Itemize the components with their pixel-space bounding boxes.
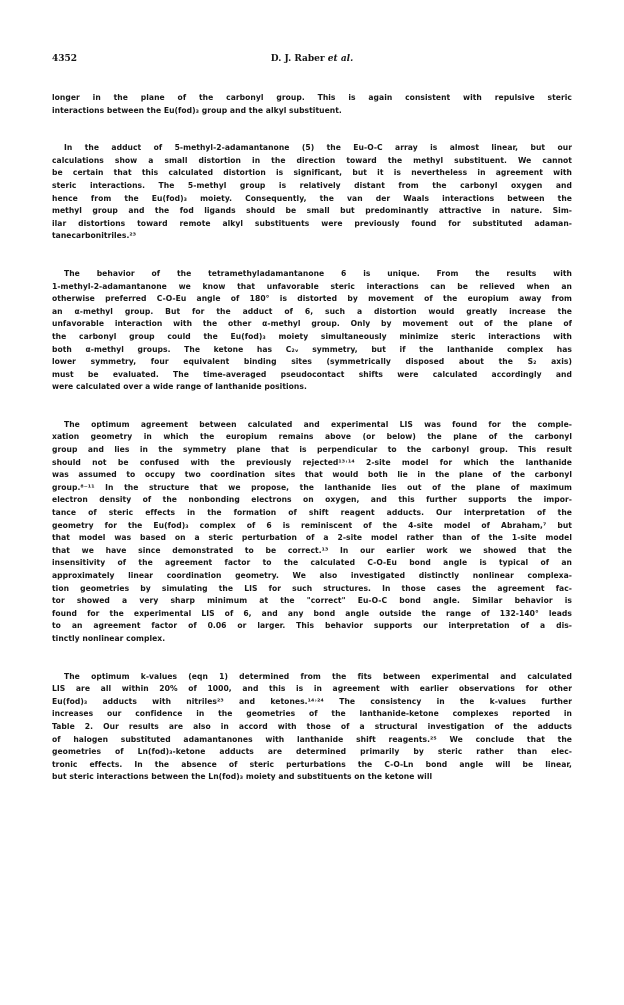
text-line: be certain that this calculated distortion is significant, but it is nevertheless in agreement with [52, 168, 572, 178]
text-line: found for the experimental LIS of 6, and any bond angle outside the range of 132-140° leads [52, 608, 572, 618]
text-line: otherwise preferred C-O-Eu angle of 180° is distorted by movement of the europium away from [52, 294, 572, 304]
text-line: the carbonyl group could the Eu(fod)₃ moiety simultaneously minimize steric interactions with [52, 331, 572, 341]
text-line: unfavorable interaction with the other α-methyl group. Only by movement out of the plane of [52, 319, 572, 329]
text-line: insensitivity of the agreement factor to the calculated C-O-Eu bond angle is typical of an [52, 558, 572, 568]
text-line: longer in the plane of the carbonyl group. This is again consistent with repulsive steric [52, 93, 572, 102]
running-head-author: D. J. Raber [270, 54, 325, 64]
text-line: calculations show a small distortion in the direction toward the methyl substituent. We cannot [52, 155, 572, 165]
text-line: to an agreement factor of 0.06 or larger. This behavior supports our interpretation of a dis- [52, 621, 572, 631]
text-line: geometry for the Eu(fod)₃ complex of 6 is reminiscent of the 4-site model of Abraham,⁷ but [52, 520, 572, 530]
text-line: group.⁸⁻¹¹ In the structure that we propose, the lanthanide lies out of the plane of maximum [52, 482, 572, 492]
text-line: approximately linear coordination geometry. We also investigated distinctly nonlinear complexa- [52, 571, 572, 580]
text-line: xation geometry in which the europium remains above (or below) the plane of the carbonyl [52, 432, 572, 442]
text-line: of halogen substituted adamantanones with lanthanide shift reagents.²⁵ We conclude that the [52, 734, 572, 744]
text-line: increases our confidence in the geometries of the lanthanide-ketone complexes reported in [52, 709, 572, 719]
running-head-etal: et al. [327, 54, 354, 64]
paragraph [52, 268, 572, 394]
paragraph [52, 142, 572, 243]
text-line: tance of steric effects in the formation of shift reagent adducts. Our interpretation of the [52, 508, 572, 518]
text-line: LIS are all within 20% of 1000, and this is in agreement with earlier observations for other [52, 684, 572, 694]
text-line: The optimum k-values (eqn 1) determined from the fits between experimental and calculated [64, 671, 572, 681]
text-line: The behavior of the tetramethyladamantanone 6 is unique. From the results with [64, 268, 572, 278]
text-line: must be evaluated. The time-averaged pseudocontact shifts were calculated accordingly and [52, 369, 572, 379]
text-line: tanecarbonitriles.²³ [52, 231, 137, 241]
text-line: methyl group and the fod ligands should be small but predominantly attractive in nature. Sim- [52, 206, 572, 216]
text-line: an α-methyl group. But for the adduct of 6, such a distortion would greatly increase the [52, 306, 572, 316]
text-line: but steric interactions between the Ln(fod)₃ moiety and substituents on the ketone will [52, 772, 433, 782]
text-line: Eu(fod)₃ adducts with nitriles²³ and ketones.¹⁴˒²⁴ The consistency in the k-values further [52, 696, 572, 706]
text-line: steric interactions. The 5-methyl group is relatively distant from the carbonyl oxygen and [52, 180, 572, 190]
text-line: were calculated over a wide range of lanthanide positions. [52, 382, 307, 392]
text-line: tion geometries by simulating the LIS for such structures. In those cases the agreement fac- [52, 583, 572, 593]
running-head [52, 54, 572, 64]
text-line: ilar distortions toward remote alkyl substituents were previously found for substituted adaman- [52, 218, 572, 228]
text-line: group and lies in the symmetry plane that is perpendicular to the carbonyl group. This result [52, 445, 572, 455]
page-number: 4352 [52, 54, 78, 64]
text-line: that model was based on a steric perturbation of a 2-site model rather than of the 1-site model [52, 533, 572, 543]
text-line: lower symmetry, four equivalent binding sites (symmetrically disposed about the S₂ axis) [52, 357, 572, 367]
text-line: was assumed to occupy two coordination sites that would both lie in the plane of the carbonyl [52, 470, 572, 480]
text-line: In the adduct of 5-methyl-2-adamantanone (5) the Eu-O-C array is almost linear, but our [64, 143, 572, 153]
paragraph [52, 92, 572, 117]
text-line: should not be confused with the previously rejected¹³˒¹⁴ 2-site model for which the lanthanide [52, 457, 572, 467]
text-line: electron density of the nonbonding electrons on oxygen, and this further supports the impor- [52, 495, 572, 505]
text-line: 1-methyl-2-adamantanone we know that unfavorable steric interactions can be relieved when an [52, 281, 572, 291]
text-line: The optimum agreement between calculated and experimental LIS was found for the comple- [64, 419, 572, 429]
paragraph [52, 419, 572, 646]
article-body [52, 92, 572, 809]
page-header [52, 54, 572, 68]
text-line: interactions between the Eu(fod)₃ group and the alkyl substituent. [52, 105, 342, 115]
text-line: tronic effects. In the absence of steric perturbations the C-O-Ln bond angle will be linear, [52, 759, 572, 769]
text-line: hence from the Eu(fod)₃ moiety. Consequently, the van der Waals interactions between the [52, 193, 572, 203]
text-line: tor showed a very sharp minimum at the "correct" Eu-O-C bond angle. Similar behavior is [52, 596, 572, 606]
text-line: both α-methyl groups. The ketone has C₂ᵥ symmetry, but if the lanthanide complex has [52, 344, 572, 354]
paragraph [52, 671, 572, 784]
text-line: tinctly nonlinear complex. [52, 633, 166, 643]
text-line: Table 2. Our results are also in accord with those of a structural investigation of the adducts [52, 721, 572, 731]
text-line: that we have since demonstrated to be correct.¹³ In our earlier work we showed that the [52, 545, 572, 555]
text-line: geometries of Ln(fod)₃-ketone adducts are determined primarily by steric rather than elec- [52, 747, 572, 757]
